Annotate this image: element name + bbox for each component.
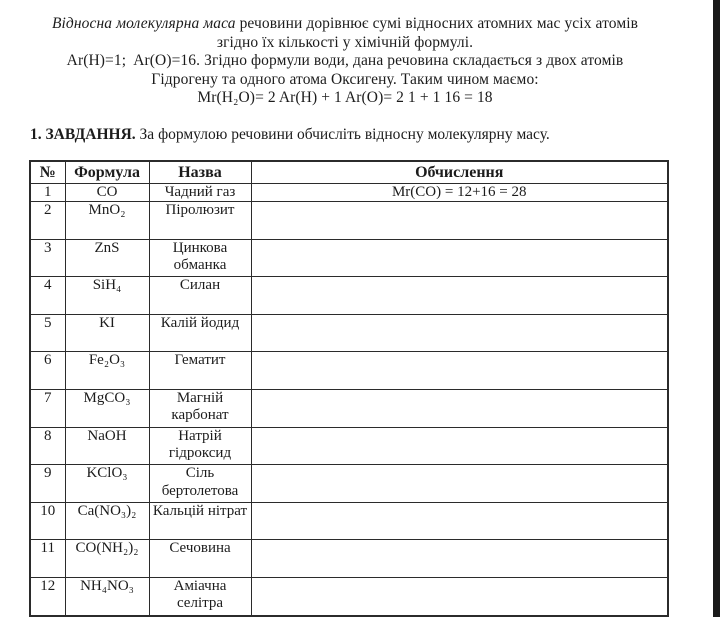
cell-formula: NH₄NO₃ [65, 577, 149, 615]
cell-name: Сіль бертолетова [149, 465, 251, 503]
cell-formula: MgCO₃ [65, 389, 149, 427]
cell-formula: Fe₂O₃ [65, 352, 149, 390]
cell-name: Калій йодид [149, 314, 251, 352]
cell-formula: CO [65, 184, 149, 202]
intro-line-3: Ar(H)=1; Ar(O)=16. Згідно формули води, дана речовина складається з двох атомів [66, 52, 624, 69]
table-row [30, 184, 668, 202]
worksheet-table [29, 160, 669, 617]
cell-formula: KI [65, 314, 149, 352]
table-row [30, 389, 668, 427]
cell-number: 6 [30, 352, 65, 390]
cell-name: Магній карбонат [149, 389, 251, 427]
cell-number: 4 [30, 277, 65, 315]
cell-formula: MnO₂ [65, 202, 149, 240]
cell-name: Силан [149, 277, 251, 315]
cell-number: 12 [30, 577, 65, 615]
table-row [30, 540, 668, 578]
intro-line-1-rest: речовини дорівнює сумі відносних атомних мас усіх атомів [235, 15, 639, 32]
intro-formula-line: Mr(H₂O)= 2 Ar(H) + 1 Ar(O)= 2 1 + 1 16 = 18 [197, 89, 493, 106]
cell-name: Піролюзит [149, 202, 251, 240]
table-row [30, 314, 668, 352]
column-header-number: № [30, 161, 65, 184]
cell-number: 11 [30, 540, 65, 578]
cell-number: 2 [30, 202, 65, 240]
cell-formula: CO(NH₂)₂ [65, 540, 149, 578]
cell-number: 9 [30, 465, 65, 503]
cell-number: 3 [30, 239, 65, 277]
cell-name: Кальцій нітрат [149, 502, 251, 540]
cell-formula: SiH₄ [65, 277, 149, 315]
task-text: За формулою речовини обчисліть відносну молекулярну масу. [135, 126, 550, 143]
cell-number: 10 [30, 502, 65, 540]
cell-calculation [251, 502, 668, 540]
column-header-calculation: Обчислення [251, 161, 668, 184]
cell-calculation [251, 465, 668, 503]
cell-formula: KClO₃ [65, 465, 149, 503]
cell-calculation [251, 352, 668, 390]
table-row [30, 202, 668, 240]
table-row [30, 502, 668, 540]
task-heading [30, 126, 670, 144]
table-row [30, 239, 668, 277]
cell-name: Сечовина [149, 540, 251, 578]
table-row [30, 277, 668, 315]
intro-line-1 [30, 15, 660, 34]
cell-calculation [251, 277, 668, 315]
column-header-formula: Формула [65, 161, 149, 184]
intro-line-2: згідно їх кількості у хімічній формулі. [216, 33, 474, 51]
task-label: 1. ЗАВДАННЯ. [30, 126, 136, 143]
cell-calculation [251, 202, 668, 240]
cell-calculation [251, 577, 668, 615]
cell-name: Гематит [149, 352, 251, 390]
cell-calculation [251, 427, 668, 465]
cell-calculation [251, 239, 668, 277]
cell-calculation [251, 389, 668, 427]
column-header-name: Назва [149, 161, 251, 184]
cell-formula: NaOH [65, 427, 149, 465]
cell-number: 7 [30, 389, 65, 427]
cell-name: Аміачна селітра [149, 577, 251, 615]
cell-number: 5 [30, 314, 65, 352]
cell-calculation [251, 314, 668, 352]
intro-line-4: Гідрогену та одного атома Оксигену. Таким чином маємо: [151, 70, 539, 88]
cell-name: Цинкова обманка [149, 239, 251, 277]
cell-name: Натрій гідроксид [149, 427, 251, 465]
intro-term: Відносна молекулярна маса [51, 15, 236, 32]
table-row [30, 465, 668, 503]
cell-calculation: Mr(CO) = 12+16 = 28 [251, 184, 668, 202]
intro-paragraph [30, 15, 660, 108]
cell-number: 8 [30, 427, 65, 465]
right-black-strip [713, 0, 720, 617]
table-header-row [30, 161, 668, 184]
table-row [30, 352, 668, 390]
table-row [30, 427, 668, 465]
cell-formula: Ca(NO₃)₂ [65, 502, 149, 540]
table-row [30, 577, 668, 615]
cell-calculation [251, 540, 668, 578]
cell-number: 1 [30, 184, 65, 202]
cell-name: Чадний газ [149, 184, 251, 202]
cell-formula: ZnS [65, 239, 149, 277]
